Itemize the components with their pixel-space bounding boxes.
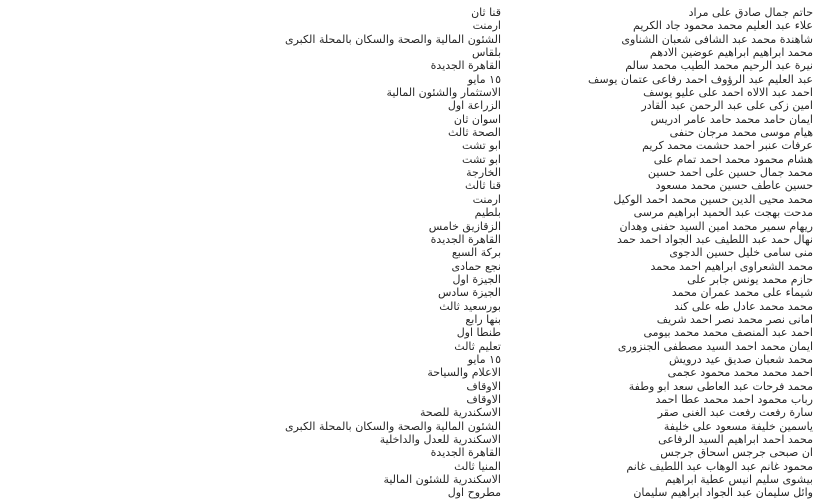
person-name: نيرة عبد الرحيم محمد الطيب محمد سالم	[625, 59, 813, 73]
table-row	[0, 353, 825, 366]
table-row	[0, 286, 825, 299]
person-name: محمد جمال حسين على احمد حسين	[647, 166, 813, 180]
table-row	[0, 380, 825, 393]
table-row	[0, 420, 825, 433]
table-row	[0, 206, 825, 219]
person-name: رباب محمود احمد محمد عطا احمد	[655, 392, 813, 406]
person-name: علاء عبد العليم محمد محمود جاد الكريم	[633, 19, 813, 33]
assignment-label: الصحة ثالث	[447, 126, 501, 140]
table-row	[0, 179, 825, 192]
table-row	[0, 473, 825, 486]
person-name: ريهام سمير محمد امين السيد حفنى وهدان	[619, 219, 813, 233]
assignment-label: ابو تشت	[462, 139, 501, 153]
assignment-label: الاسكندرية للصحة	[419, 406, 501, 420]
assignment-label: الجيزة سادس	[437, 286, 501, 300]
assignment-label: الجيزة اول	[452, 272, 501, 286]
assignment-label: القاهرة الجديدة	[430, 232, 501, 246]
person-name: امين زكى على عبد الرحمن عبد القادر	[641, 99, 813, 113]
person-name: محمد محيى الدين حسين محمد احمد الوكيل	[613, 192, 813, 206]
assignment-label: المنيا ثالث	[454, 459, 501, 473]
table-row	[0, 233, 825, 246]
table-row	[0, 273, 825, 286]
assignment-label: بركة السبع	[451, 246, 501, 260]
person-name: نهال حمد عبد اللطيف عبد الجواد احمد حمد	[616, 232, 813, 246]
person-name: مدحت بهجت عبد الحميد ابراهيم مرسى	[633, 206, 813, 220]
assignment-label: بورسعيد ثالث	[439, 299, 501, 313]
person-name: محمد الشعراوى ابراهيم احمد محمد	[650, 259, 813, 273]
table-row	[0, 326, 825, 339]
table-row	[0, 46, 825, 59]
person-name: احمد عبد المنصف محمد محمد بيومى	[643, 326, 813, 340]
person-name: محمد ابراهيم ابراهيم عوضين الادهم	[649, 46, 813, 60]
table-row	[0, 313, 825, 326]
roster-list	[0, 6, 825, 500]
assignment-label: الشئون المالية والصحة والسكان بالمحلة الكبرى	[284, 32, 501, 46]
table-row	[0, 300, 825, 313]
person-name: ياسمين خليفة مسعود على خليفة	[663, 419, 813, 433]
person-name: حازم محمد يونس جابر على	[687, 272, 813, 286]
person-name: ان صبحى جرجس اسحاق جرجس	[660, 446, 813, 460]
table-row	[0, 340, 825, 353]
table-row	[0, 19, 825, 32]
person-name: محمد احمد ابراهيم السيد الرفاعى	[658, 433, 813, 446]
table-row	[0, 86, 825, 99]
assignment-label: بلطيم	[474, 206, 501, 220]
table-row	[0, 33, 825, 46]
assignment-label: ١٥ مايو	[467, 72, 501, 86]
person-name: حاتم جمال صادق على مراد	[688, 6, 813, 19]
assignment-label: الاسكندرية للشئون المالية	[383, 473, 501, 487]
table-row	[0, 139, 825, 152]
assignment-label: مطروح اول	[447, 486, 501, 500]
table-row	[0, 460, 825, 473]
assignment-label: ابو تشت	[462, 152, 501, 166]
table-row	[0, 246, 825, 259]
table-row	[0, 406, 825, 419]
person-name: حسين عاطف حسين محمد مسعود	[655, 179, 813, 193]
assignment-label: قنا ثالث	[465, 179, 501, 193]
person-name: محمود غانم عبد الوهاب عبد اللطيف غانم	[626, 459, 813, 473]
assignment-label: الاوقاف	[466, 379, 501, 393]
table-row	[0, 366, 825, 379]
assignment-label: اسوان ثان	[453, 112, 501, 126]
table-row	[0, 99, 825, 112]
person-name: عرفات عنبر احمد حشمت محمد كريم	[642, 139, 813, 153]
table-row	[0, 486, 825, 499]
assignment-label: بنها رابع	[465, 312, 501, 326]
table-row	[0, 193, 825, 206]
table-row	[0, 6, 825, 19]
table-row	[0, 73, 825, 86]
assignment-label: بلقاس	[471, 46, 501, 60]
table-row	[0, 446, 825, 459]
assignment-label: القاهرة الجديدة	[430, 59, 501, 73]
assignment-label: ارمنت	[472, 192, 501, 206]
person-name: شاهندة محمد عبد الشافى شعبان الشناوى	[621, 32, 813, 46]
table-row	[0, 126, 825, 139]
table-row	[0, 113, 825, 126]
table-row	[0, 433, 825, 446]
assignment-label: ارمنت	[472, 19, 501, 33]
assignment-label: القاهرة الجديدة	[430, 446, 501, 460]
assignment-label: الزقازيق خامس	[428, 219, 501, 233]
person-name: بيشوى سليم انيس عطية ابراهيم	[665, 473, 813, 487]
assignment-label: الاوقاف	[466, 392, 501, 406]
assignment-label: الشئون المالية والصحة والسكان بالمحلة الكبرى	[284, 419, 501, 433]
assignment-label: طنطا اول	[456, 326, 501, 340]
person-name: هشام محمود محمد احمد تمام على	[653, 152, 813, 166]
assignment-label: نجع حمادى	[451, 259, 501, 273]
person-name: عبد العليم عبد الرؤوف احمد رفاعى عتمان يوسف	[588, 72, 813, 86]
table-row	[0, 260, 825, 273]
person-name: ايمان محمد احمد السيد مصطفى الجنزورى	[617, 339, 813, 353]
assignment-label: الاستثمار والشئون المالية	[386, 86, 501, 100]
person-name: وائل سليمان عبد الجواد ابراهيم سليمان	[633, 486, 813, 500]
table-row	[0, 220, 825, 233]
person-name: محمد محمد عادل طه على كند	[674, 299, 813, 313]
person-name: منى سامى خليل حسين الدجوى	[669, 246, 813, 260]
table-row	[0, 59, 825, 72]
assignment-label: قنا ثان	[471, 6, 501, 19]
assignment-label: ١٥ مايو	[467, 352, 501, 366]
person-name: سارة رفعت رفعت عبد الغنى صقر	[657, 406, 813, 420]
person-name: امانى نصر محمد نصر احمد شريف	[656, 312, 813, 326]
assignment-label: الخارجة	[466, 166, 501, 180]
assignment-label: تعليم ثالث	[454, 339, 501, 353]
assignment-label: الاعلام والسياحة	[427, 366, 501, 380]
person-name: هيام موسى محمد مرجان حنفى	[669, 126, 813, 140]
assignment-label: الزراعة اول	[447, 99, 501, 113]
person-name: احمد عبد الالاه احمد على عليو يوسف	[643, 86, 813, 100]
person-name: محمد شعبان صديق عيد درويش	[669, 352, 813, 366]
table-row	[0, 393, 825, 406]
person-name: شيماء على محمد عمران محمد	[671, 286, 813, 300]
person-name: ايمان حامد محمد حامد عامر ادريس	[650, 112, 813, 126]
assignment-label: الاسكندرية للعدل والداخلية	[379, 433, 501, 446]
table-row	[0, 153, 825, 166]
person-name: محمد فرحات عبد العاطى سعد ابو وطفة	[628, 379, 813, 393]
table-row	[0, 166, 825, 179]
person-name: احمد محمد محمد محمود عجمى	[667, 366, 813, 380]
